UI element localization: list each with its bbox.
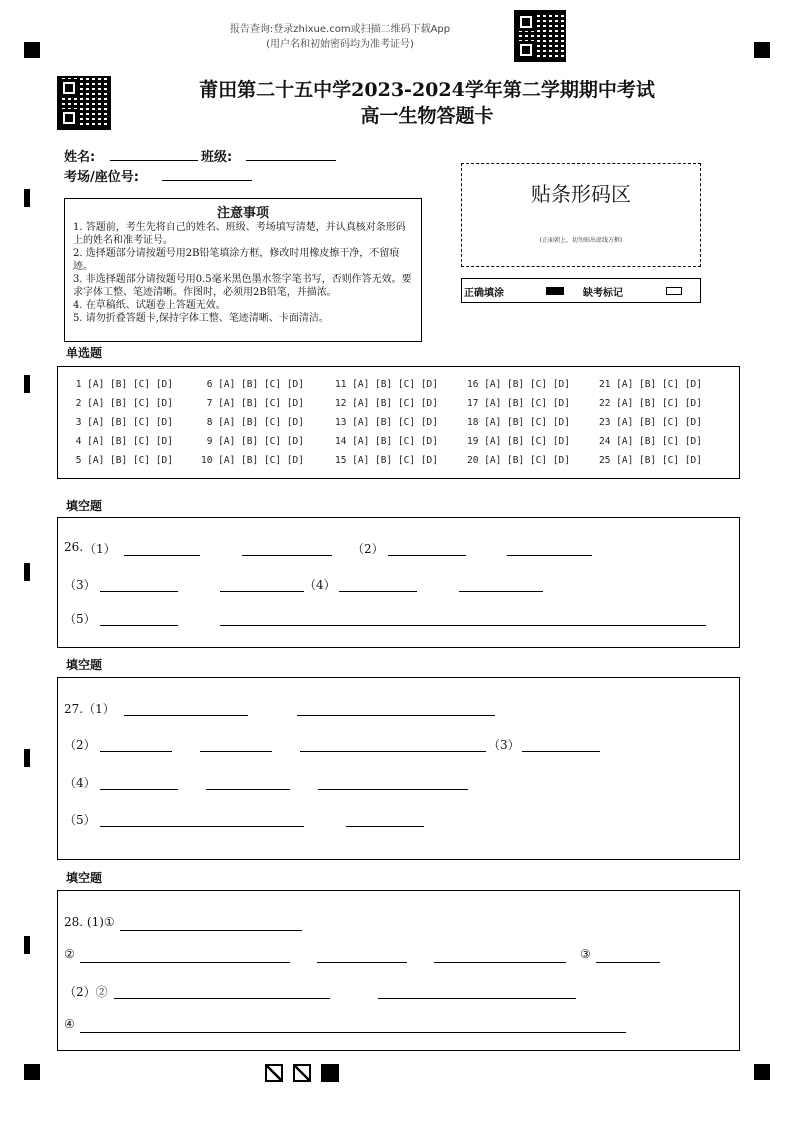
answer-line[interactable] [100,591,178,592]
q27-part4-label: （4） [64,776,96,790]
q28-circle2-label: ② [64,947,75,961]
timing-mark [24,563,30,581]
q27-part2-label: （2） [64,738,96,752]
q26-part1-label: （1） [84,542,116,556]
seat-field[interactable] [162,180,252,181]
answer-line[interactable] [300,751,486,752]
answer-line[interactable] [507,555,592,556]
q26-part5-label: （5） [64,612,96,626]
answer-line[interactable] [317,962,407,963]
note-item: 3. 非选择题部分请按题号用0.5毫米黑色墨水签字笔书写，否则作答无效。要求字体工整、笔迹清晰。作图时，必须用2B铅笔，并描浓。 [73,274,412,298]
timing-mark [24,375,30,393]
answer-line[interactable] [120,930,302,931]
fill-blank-title: 填空题 [66,871,103,885]
correct-fill-sample [546,287,564,295]
answer-line[interactable] [100,625,178,626]
answer-line[interactable] [200,751,272,752]
qr-code-icon [514,10,566,62]
q26-number: 26. [64,540,84,554]
q28-box [57,890,740,1051]
answer-line[interactable] [124,715,248,716]
timing-mark [24,936,30,954]
qr-code-icon [57,76,111,130]
q26-part2-label: （2） [352,542,384,556]
card-title: 高一生物答题卡 [360,105,494,127]
q26-part4-label: （4） [304,578,336,592]
note-item: 4. 在草稿纸、试题卷上答题无效。 [73,300,226,311]
answer-line[interactable] [80,1032,626,1033]
name-label: 姓名: [64,150,96,165]
timing-mark [754,1064,770,1080]
answer-line[interactable] [100,751,172,752]
barcode-hint: (正面朝上，切勿贴出虚线方框) [539,237,623,244]
timing-mark [24,42,40,58]
answer-line[interactable] [378,998,576,999]
timing-mark [24,749,30,767]
timing-mark [754,42,770,58]
q28-circle4-label: ④ [64,1017,75,1031]
fill-blank-title: 填空题 [66,658,103,672]
choice-column[interactable]: 1 [A] [B] [C] [D] 2 [A] [B] [C] [D] 3 [A] [B] [C] [D] 4 [A] [B] [C] [D] 5 [A] [B] [C] [D] [75,379,173,466]
q28-number: 28. (1)① [64,915,115,929]
answer-line[interactable] [100,826,304,827]
choice-column[interactable]: 16 [A] [B] [C] [D] 17 [A] [B] [C] [D] 18 [A] [B] [C] [D] 19 [A] [B] [C] [D] 20 [A] [B] [C] [D] [467,379,570,466]
single-choice-title: 单选题 [66,346,103,360]
single-choice-box [57,366,740,479]
q27-box [57,677,740,860]
answer-line[interactable] [297,715,495,716]
seat-label: 考场/座位号: [64,170,139,185]
notes-box [64,198,422,342]
page-mark-solid-icon [321,1064,339,1082]
page-mark-hatched-icon [265,1064,283,1082]
report-query-note: (用户名和初始密码均为准考证号) [266,39,414,50]
class-field[interactable] [246,160,336,161]
answer-line[interactable] [100,789,178,790]
q26-part3-label: （3） [64,578,96,592]
absent-mark-label: 缺考标记 [583,288,623,299]
answer-line[interactable] [596,962,660,963]
note-item: 5. 请勿折叠答题卡,保持字体工整、笔迹清晰、卡面清洁。 [73,313,329,324]
page-mark-hatched-icon [293,1064,311,1082]
report-query-line: 报告查询:登录zhixue.com或扫描二维码下载App [229,24,451,35]
answer-line[interactable] [339,591,417,592]
answer-line[interactable] [459,591,543,592]
answer-line[interactable] [80,962,290,963]
q28-circle3-label: ③ [580,947,591,961]
note-item: 1. 答题前，考生先将自己的姓名、班级、考场填写清楚，并认真核对条形码上的姓名和准考证号。 [73,222,406,246]
exam-title: 莆田第二十五中学2023-2024学年第二学期期中考试 [199,79,655,101]
answer-line[interactable] [346,826,424,827]
choice-column[interactable]: 11 [A] [B] [C] [D] 12 [A] [B] [C] [D] 13 [A] [B] [C] [D] 14 [A] [B] [C] [D] 15 [A] [B] [C] [D] [335,379,438,466]
name-field[interactable] [110,160,198,161]
correct-fill-label: 正确填涂 [464,288,504,299]
absent-mark-box[interactable] [666,287,682,295]
choice-column[interactable]: 6 [A] [B] [C] [D] 7 [A] [B] [C] [D] 8 [A] [B] [C] [D] 9 [A] [B] [C] [D] 10 [A] [B] [C] [D] [201,379,304,466]
q27-number: 27.（1） [64,702,115,716]
answer-line[interactable] [388,555,466,556]
choice-column[interactable]: 21 [A] [B] [C] [D] 22 [A] [B] [C] [D] 23 [A] [B] [C] [D] 24 [A] [B] [C] [D] 25 [A] [B] [C] [D] [599,379,702,466]
fill-legend [461,278,701,303]
q26-box [57,517,740,648]
answer-line[interactable] [206,789,290,790]
answer-line[interactable] [318,789,468,790]
answer-line[interactable] [220,625,706,626]
answer-line[interactable] [124,555,200,556]
q27-part3-label: （3） [488,738,520,752]
answer-line[interactable] [114,998,330,999]
notes-title: 注意事项 [216,206,269,221]
note-item: 2. 选择题部分请按题号用2B铅笔填涂方框，修改时用橡皮擦干净，不留痕迹。 [73,248,400,272]
answer-line[interactable] [242,555,332,556]
answer-line[interactable] [220,591,304,592]
barcode-area[interactable] [461,163,701,267]
timing-mark [24,189,30,207]
timing-mark [24,1064,40,1080]
answer-line[interactable] [522,751,600,752]
barcode-title: 贴条形码区 [531,182,631,206]
answer-line[interactable] [434,962,566,963]
q27-part5-label: （5） [64,813,96,827]
q28-part2-label: （2）② [64,985,108,999]
fill-blank-title: 填空题 [66,499,103,513]
class-label: 班级: [201,150,233,165]
